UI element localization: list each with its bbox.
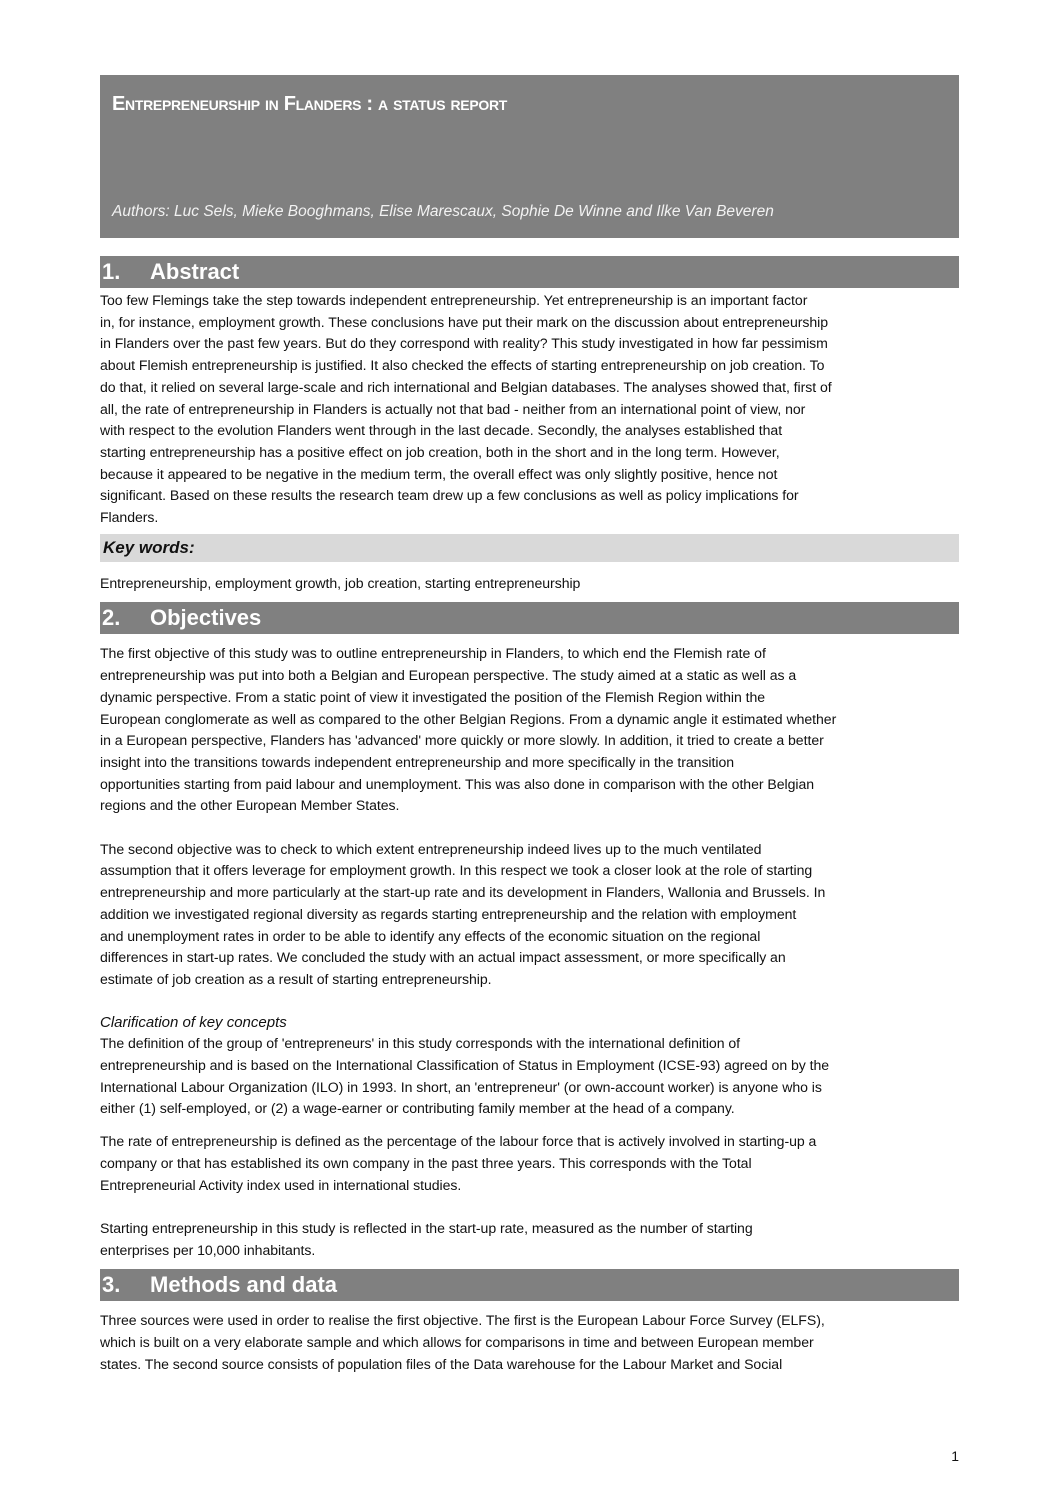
text-line: with respect to the evolution Flanders went through in the last decade. Secondly, the analyses established that	[100, 422, 783, 439]
text-line: significant. Based on these results the research team drew up a few conclusions as well as policy implications for	[100, 487, 799, 504]
objectives-paragraph-3	[100, 1033, 959, 1120]
section-title: Objectives	[150, 605, 262, 631]
section-heading-methods	[100, 1269, 959, 1301]
section-title: Abstract	[150, 259, 240, 284]
objectives-paragraph-4	[100, 1131, 959, 1196]
text-line: The rate of entrepreneurship is defined as the percentage of the labour force that is actively involved in starting-up a	[100, 1133, 817, 1150]
objectives-paragraph-1	[100, 643, 959, 817]
text-line: entrepreneurship was put into both a Belgian and European perspective. The study aimed at a static as well as a	[100, 667, 797, 684]
section-number: 3.	[102, 1272, 121, 1298]
text-line: which is built on a very elaborate sample and which allows for comparisons in time and between European member	[100, 1334, 814, 1351]
text-line: insight into the transitions towards independent entrepreneurship and more specifically in the transition	[100, 753, 735, 770]
text-line: The second objective was to check to which extent entrepreneurship indeed lives up to the much ventilated	[100, 840, 762, 857]
section-heading-objectives	[100, 602, 959, 634]
text-line: in, for instance, employment growth. These conclusions have put their mark on the discussion about entrepreneurship	[100, 313, 829, 330]
title-banner	[100, 75, 959, 238]
text-line: entrepreneurship and is based on the International Classification of Status in Employment (ICSE-93) agreed on by the	[100, 1057, 830, 1074]
text-line: states. The second source consists of population files of the Data warehouse for the Labour Market and Social	[100, 1355, 783, 1372]
text-line: in a European perspective, Flanders has 'advanced' more quickly or more slowly. In addition, it tried to create a better	[100, 732, 824, 749]
text-line: and unemployment rates in order to be able to identify any effects of the economic situation on the regional	[100, 927, 761, 944]
text-line: differences in start-up rates. We concluded the study with an actual impact assessment, or more specifically an	[100, 949, 786, 966]
text-line: about Flemish entrepreneurship is justified. It also checked the effects of starting entrepreneurship on job creation. To	[100, 357, 825, 374]
text-line: estimate of job creation as a result of starting entrepreneurship.	[100, 970, 492, 987]
text-line: do that, it relied on several large-scale and rich international and Belgian databases. The analyses showed that, first of	[100, 378, 832, 395]
objectives-paragraph-5	[100, 1218, 959, 1261]
text-line: dynamic perspective. From a static point of view it investigated the position of the Flemish Region within the	[100, 688, 766, 705]
document-page	[100, 75, 959, 1376]
objectives-paragraph-2	[100, 839, 959, 991]
text-line: Starting entrepreneurship in this study is reflected in the start-up rate, measured as the number of starting	[100, 1219, 753, 1236]
text-line: all, the rate of entrepreneurship in Flanders is actually not that bad - neither from an international point of view, nor	[100, 400, 806, 417]
text-line: because it appeared to be negative in the medium term, the overall effect was only slightly positive, hence not	[100, 465, 778, 482]
text-line: Flanders.	[100, 509, 159, 526]
text-line: addition we investigated regional diversity as regards starting entrepreneurship and the relation with employment	[100, 905, 797, 922]
text-line: International Labour Organization (ILO) in 1993. In short, an 'entrepreneur' (or own-account worker) is anyone who is	[100, 1078, 822, 1095]
subheading-key-concepts: Clarification of key concepts	[100, 1013, 287, 1031]
keywords-heading: Key words:	[100, 534, 959, 562]
text-line: Three sources were used in order to realise the first objective. The first is the European Labour Force Survey (ELFS),	[100, 1312, 825, 1329]
text-line: company or that has established its own company in the past three years. This corresponds with the Total	[100, 1154, 752, 1171]
keywords-text: Entrepreneurship, employment growth, job creation, starting entrepreneurship	[100, 574, 581, 591]
section-number: 1.	[102, 259, 121, 284]
text-line: Entrepreneurial Activity index used in international studies.	[100, 1176, 462, 1193]
document-title: Entrepreneurship in Flanders : a status report	[112, 93, 508, 115]
text-line: Too few Flemings take the step towards independent entrepreneurship. Yet entrepreneurship is an important factor	[100, 292, 808, 308]
methods-text	[100, 1310, 959, 1375]
section-title: Methods and data	[150, 1272, 338, 1298]
text-line: enterprises per 10,000 inhabitants.	[100, 1241, 316, 1258]
text-line: opportunities starting from paid labour and unemployment. This was also done in comparison with the other Belgian	[100, 775, 815, 792]
text-line: either (1) self-employed, or (2) a wage-earner or contributing family member at the head of a company.	[100, 1100, 735, 1117]
authors: Authors: Luc Sels, Mieke Booghmans, Elise Marescaux, Sophie De Winne and Ilke Van Beveren	[112, 203, 774, 220]
text-line: European conglomerate as well as compared to the other Belgian Regions. From a dynamic angle it estimated whether	[100, 710, 837, 727]
text-line: The first objective of this study was to outline entrepreneurship in Flanders, to which end the Flemish rate of	[100, 645, 766, 662]
abstract-text	[100, 290, 959, 529]
text-line: starting entrepreneurship has a positive effect on job creation, both in the short and in the long term. However,	[100, 443, 780, 460]
text-line: in Flanders over the past few years. But do they correspond with reality? This study investigated in how far pessimism	[100, 335, 828, 352]
text-line: The definition of the group of 'entrepreneurs' in this study corresponds with the international definition of	[100, 1035, 741, 1052]
page-number: 1	[951, 1448, 959, 1464]
section-number: 2.	[102, 605, 121, 631]
text-line: regions and the other European Member States.	[100, 797, 400, 814]
text-line: entrepreneurship and more particularly at the start-up rate and its development in Flanders, Wallonia and Brussels. In	[100, 884, 826, 901]
section-heading-abstract	[100, 256, 959, 288]
text-line: assumption that it offers leverage for employment growth. In this respect we took a closer look at the role of starting	[100, 862, 813, 879]
